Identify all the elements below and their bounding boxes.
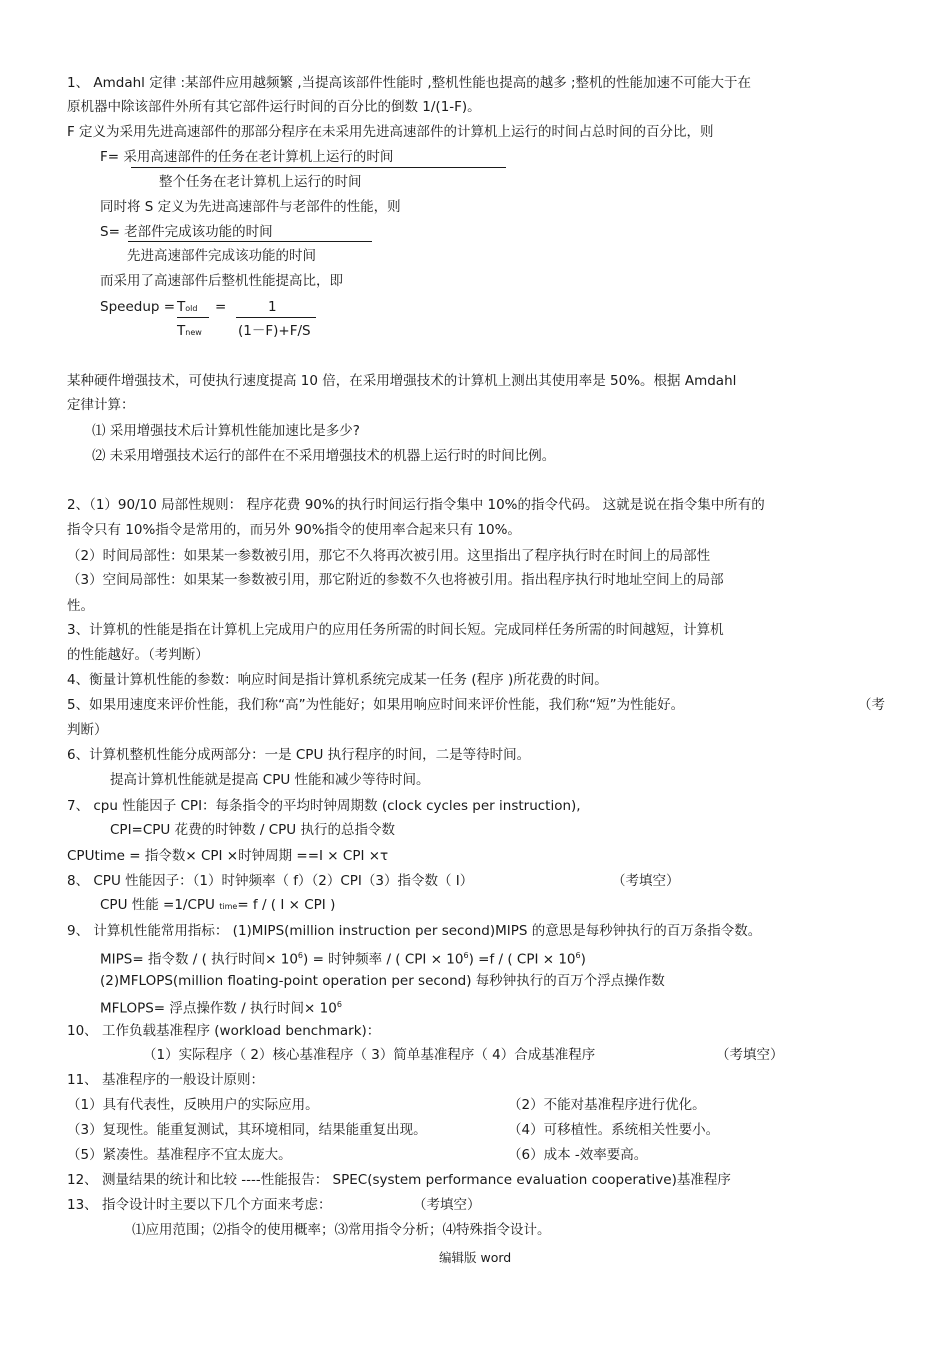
text-line: （3）复现性。能重复测试，其环境相同，结果能重复出现。	[67, 1122, 427, 1138]
fraction-bar	[236, 317, 316, 318]
text-line: （6）成本 -效率要高。	[508, 1147, 648, 1163]
text-line: 3、计算机的性能是指在计算机上完成用户的应用任务所需的时间长短。完成同样任务所需的时间越短，计算机	[67, 622, 724, 638]
fraction-bar	[131, 167, 506, 168]
text-line: 定律计算：	[67, 397, 135, 413]
speedup-equals: =	[215, 299, 227, 315]
old-subscript: old	[185, 304, 198, 313]
speedup-t-old	[177, 298, 197, 318]
text-line: F 定义为采用先进高速部件的那部分程序在未采用先进高速部件的计算机上运行的时间占总时间的百分比，则	[67, 124, 714, 140]
text-line: 11、 基准程序的一般设计原则：	[67, 1072, 264, 1088]
text-line: 5、如果用速度来评价性能，我们称“高”为性能好；如果用响应时间来评价性能，我们称“短”为性能好。	[67, 697, 685, 713]
text-line: 同时将 S 定义为先进高速部件与老部件的性能，则	[100, 199, 401, 215]
page-footer: 编辑版 word	[439, 1250, 512, 1265]
t-symbol: T	[177, 299, 186, 315]
formula-f-numerator: F= 采用高速部件的任务在老计算机上运行的时间	[100, 149, 394, 165]
speedup-t-new	[177, 322, 202, 342]
formula-f-denominator: 整个任务在老计算机上运行的时间	[159, 174, 362, 190]
formula-part: ) =f / ( CPI × 10	[468, 951, 576, 968]
formula-part: )	[580, 951, 586, 968]
new-subscript: new	[185, 328, 202, 337]
text-line: CPUtime = 指令数× CPI ×时钟周期 ==I × CPI ×τ	[67, 848, 389, 864]
formula-s-numerator: S= 老部件完成该功能的时间	[100, 224, 273, 240]
text-line: 1、 Amdahl 定律 :某部件应用越频繁 ,当提高该部件性能时 ,整机性能也提高的越多 ;整机的性能加速不可能大于在	[67, 75, 752, 91]
text-line: （2）不能对基准程序进行优化。	[508, 1097, 706, 1113]
mflops-formula	[100, 996, 342, 1018]
formula-part: CPU 性能 =1/CPU	[100, 897, 220, 913]
text-line: 6、计算机整机性能分成两部分：一是 CPU 执行程序的时间，二是等待时间。	[67, 747, 531, 763]
cpu-performance-formula	[100, 896, 335, 916]
exponent: 6	[575, 951, 581, 960]
exam-tag: （考填空）	[716, 1047, 784, 1063]
text-line: 9、 计算机性能常用指标： (1)MIPS(million instruction per second)MIPS 的意思是每秒钟执行的百万条指令数。	[67, 923, 762, 939]
text-line: （5）紧凑性。基准程序不宜太庞大。	[67, 1147, 292, 1163]
exponent: 6	[336, 1000, 342, 1009]
text-line: （2）时间局部性：如果某一参数被引用，那它不久将再次被引用。这里指出了程序执行时在时间上的局部性	[67, 548, 711, 564]
fraction-bar	[128, 241, 372, 242]
text-line: （3）空间局部性：如果某一参数被引用，那它附近的参数不久也将被引用。指出程序执行时地址空间上的局部	[67, 572, 724, 588]
text-line: 12、 测量结果的统计和比较 ----性能报告： SPEC(system performance evaluation cooperative)基准程序	[67, 1172, 731, 1188]
text-line: 某种硬件增强技术，可使执行速度提高 10 倍，在采用增强技术的计算机上测出其使用率是 50%。根据 Amdahl	[67, 373, 737, 389]
text-line: 而采用了高速部件后整机性能提高比，即	[100, 273, 343, 289]
exponent: 6	[463, 951, 469, 960]
text-line: 指令只有 10%指令是常用的，而另外 90%指令的使用率合起来只有 10%。	[67, 522, 521, 538]
text-line: 8、 CPU 性能因子：（1）时钟频率（ f）（2）CPI（3）指令数（ I）	[67, 873, 474, 889]
text-line: 10、 工作负载基准程序 (workload benchmark)：	[67, 1023, 381, 1039]
text-line: 提高计算机性能就是提高 CPU 性能和减少等待时间。	[110, 772, 430, 788]
text-line: （1）实际程序（ 2）核心基准程序（ 3）简单基准程序（ 4）合成基准程序	[143, 1047, 596, 1063]
formula-part: MFLOPS= 浮点操作数 / 执行时间× 10	[100, 1000, 337, 1017]
formula-part: ) = 时钟频率 / ( CPI × 10	[303, 951, 464, 968]
time-subscript: time	[219, 902, 238, 911]
text-line: CPI=CPU 花费的时钟数 / CPU 执行的总指令数	[110, 822, 395, 838]
formula-s-denominator: 先进高速部件完成该功能的时间	[127, 248, 316, 264]
text-line: 性。	[67, 598, 94, 614]
text-line: ⑴应用范围；⑵指令的使用概率；⑶常用指令分析；⑷特殊指令设计。	[132, 1222, 551, 1238]
exam-tag: （考	[858, 697, 885, 713]
mips-formula	[100, 947, 586, 969]
text-line: 7、 cpu 性能因子 CPI：每条指令的平均时钟周期数 (clock cycles per instruction),	[67, 798, 581, 814]
text-line: 的性能越好。（考判断）	[67, 647, 209, 663]
speedup-one: 1	[268, 299, 277, 315]
text-line: 13、 指令设计时主要以下几个方面来考虑：	[67, 1197, 332, 1213]
text-line: 判断）	[67, 722, 108, 738]
speedup-label: Speedup =	[100, 299, 176, 315]
text-line: 原机器中除该部件外所有其它部件运行时间的百分比的倒数 1/(1-F)。	[67, 99, 481, 115]
exam-tag: （考填空）	[413, 1197, 481, 1213]
text-line: (2)MFLOPS(million floating-point operation per second) 每秒钟执行的百万个浮点操作数	[100, 973, 665, 989]
text-line: 2、（1）90/10 局部性规则： 程序花费 90%的执行时间运行指令集中 10%的指令代码。 这就是说在指令集中所有的	[67, 497, 765, 513]
speedup-denominator: (1－F)+F/S	[238, 323, 311, 339]
text-line: （1）具有代表性，反映用户的实际应用。	[67, 1097, 319, 1113]
formula-part: MIPS= 指令数 / ( 执行时间× 10	[100, 951, 298, 968]
formula-part: = f / ( I × CPI )	[237, 897, 336, 913]
text-line: （4）可移植性。系统相关性要小。	[508, 1122, 720, 1138]
exam-tag: （考填空）	[612, 873, 680, 889]
text-line: 4、衡量计算机性能的参数：响应时间是指计算机系统完成某一任务 (程序 )所花费的时间。	[67, 672, 608, 688]
t-symbol: T	[177, 323, 186, 339]
text-line: ⑴ 采用增强技术后计算机性能加速比是多少?	[92, 423, 360, 439]
text-line: ⑵ 未采用增强技术运行的部件在不采用增强技术的机器上运行时的时间比例。	[92, 448, 556, 464]
fraction-bar	[177, 317, 209, 318]
exponent: 6	[297, 951, 304, 960]
